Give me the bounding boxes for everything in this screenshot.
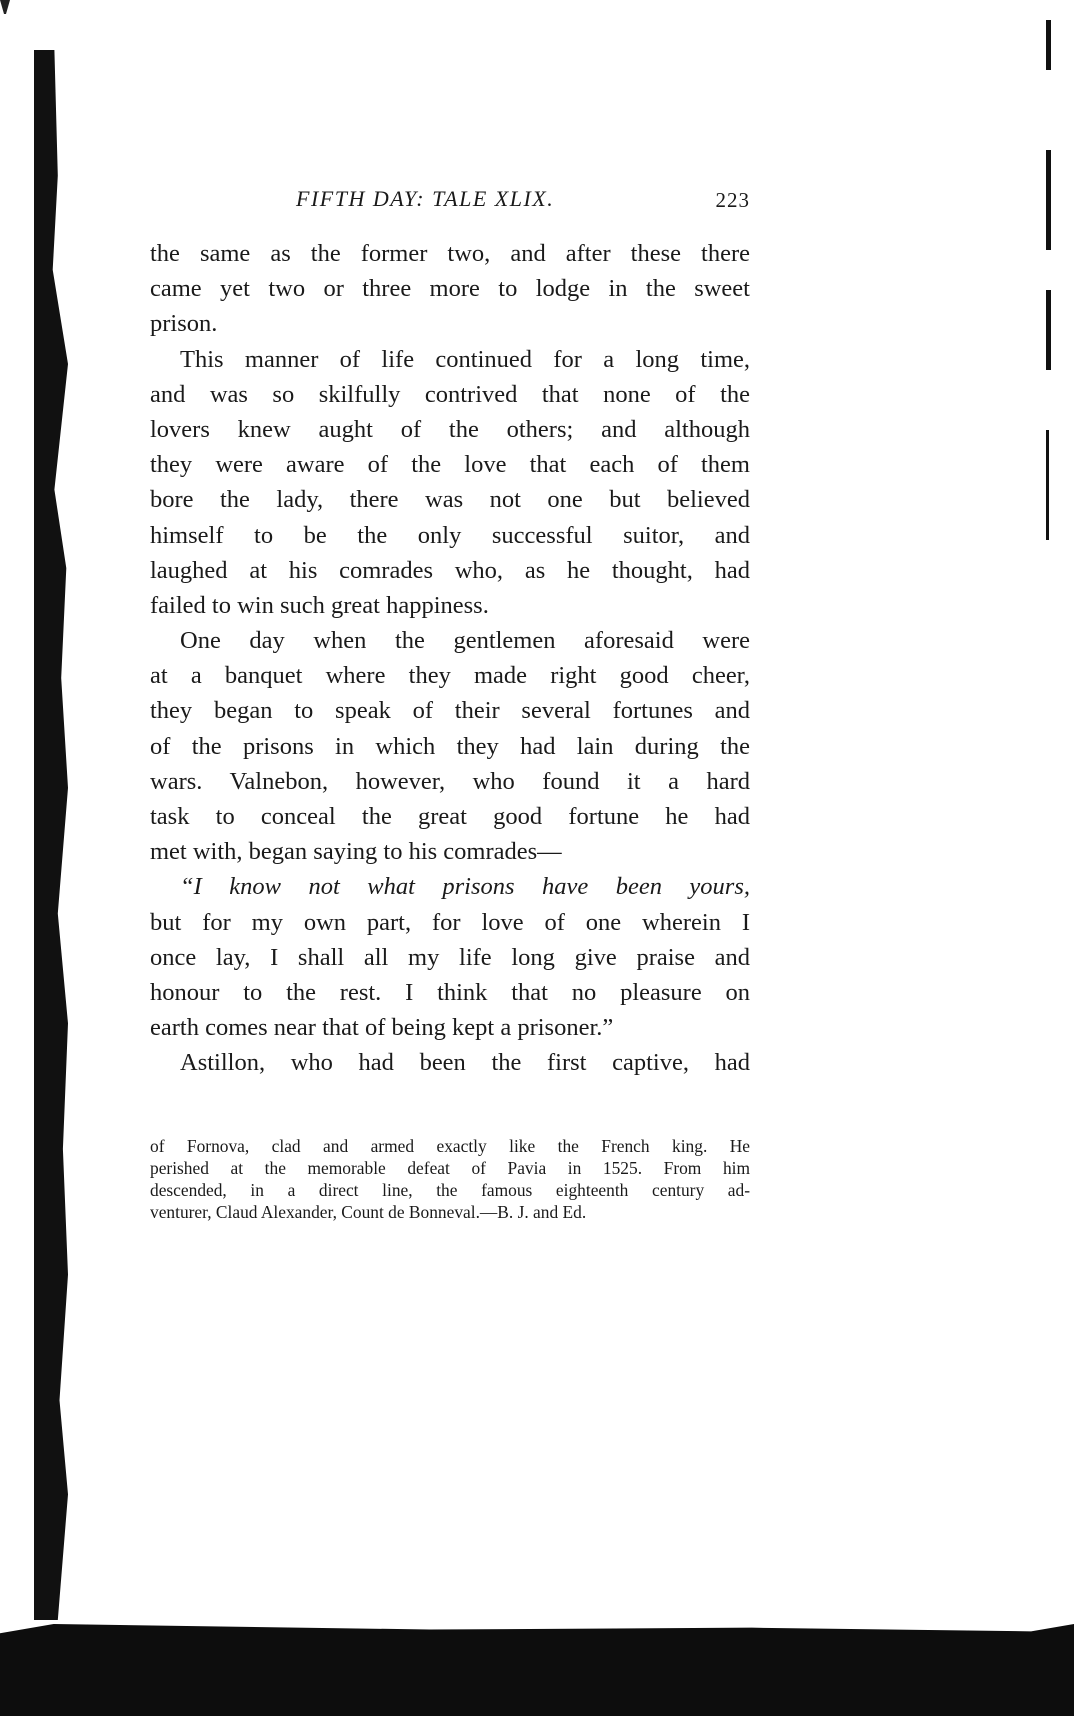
text-line: came yet two or three more to lodge in the sweet [150,275,750,303]
running-head: FIFTH DAY: TALE XLIX. [296,186,555,211]
text-line: prison. [150,310,218,338]
footnote [150,1135,750,1223]
scan-bottom-edge-shadow [0,1624,1074,1716]
scan-right-edge-mark [1046,430,1049,540]
text-line: task to conceal the great good fortune he had [150,803,750,830]
text-line: bore the lady, there was not one but believed [150,486,750,514]
footnote-line: perished at the memorable defeat of Pavia in 1525. From him [150,1158,750,1178]
text-line: earth comes near that of being kept a prisoner.” [150,1014,614,1042]
text-line: the same as the former two, and after these there [150,240,750,267]
body-text [150,236,750,1081]
text-line: and was so skilfully contrived that none of the [150,380,750,408]
text-line: One day when the gentlemen aforesaid were [180,627,750,655]
footnote-line: descended, in a direct line, the famous eighteenth century ad- [150,1180,750,1200]
page-header [150,182,750,218]
text-line: of the prisons in which they had lain during the [150,732,750,760]
scan-left-edge-shadow [34,50,68,1620]
scan-right-edge-mark [1046,20,1051,70]
page-number: 223 [715,188,750,212]
text-line: “I know not what prisons have been yours, [180,873,750,901]
text-line: they were aware of the love that each of them [150,451,750,479]
text-line: honour to the rest. I think that no pleasure on [150,978,750,1006]
text-line: failed to win such great happiness. [150,591,489,619]
text-line: Astillon, who had been the first captive, had [180,1049,750,1077]
scan-corner-mark [0,0,10,14]
text-line: lovers knew aught of the others; and although [150,415,750,443]
text-line: once lay, I shall all my life long give praise and [150,943,750,971]
text-line: but for my own part, for love of one wherein I [150,908,750,936]
text-line: met with, began saying to his comrades— [150,838,562,866]
text-line: at a banquet where they made right good cheer, [150,662,750,690]
text-line: wars. Valnebon, however, who found it a hard [150,767,750,795]
footnote-line: venturer, Claud Alexander, Count de Bonneval.—B. J. and Ed. [150,1202,587,1222]
scan-right-edge-mark [1046,290,1051,370]
text-line: This manner of life continued for a long time, [180,345,750,373]
text-line: laughed at his comrades who, as he thought, had [150,556,750,584]
text-line: himself to be the only successful suitor, and [150,521,750,549]
scan-right-edge-mark [1046,150,1051,250]
footnote-line: of Fornova, clad and armed exactly like the French king. He [150,1136,750,1156]
text-line: they began to speak of their several fortunes and [150,697,750,725]
